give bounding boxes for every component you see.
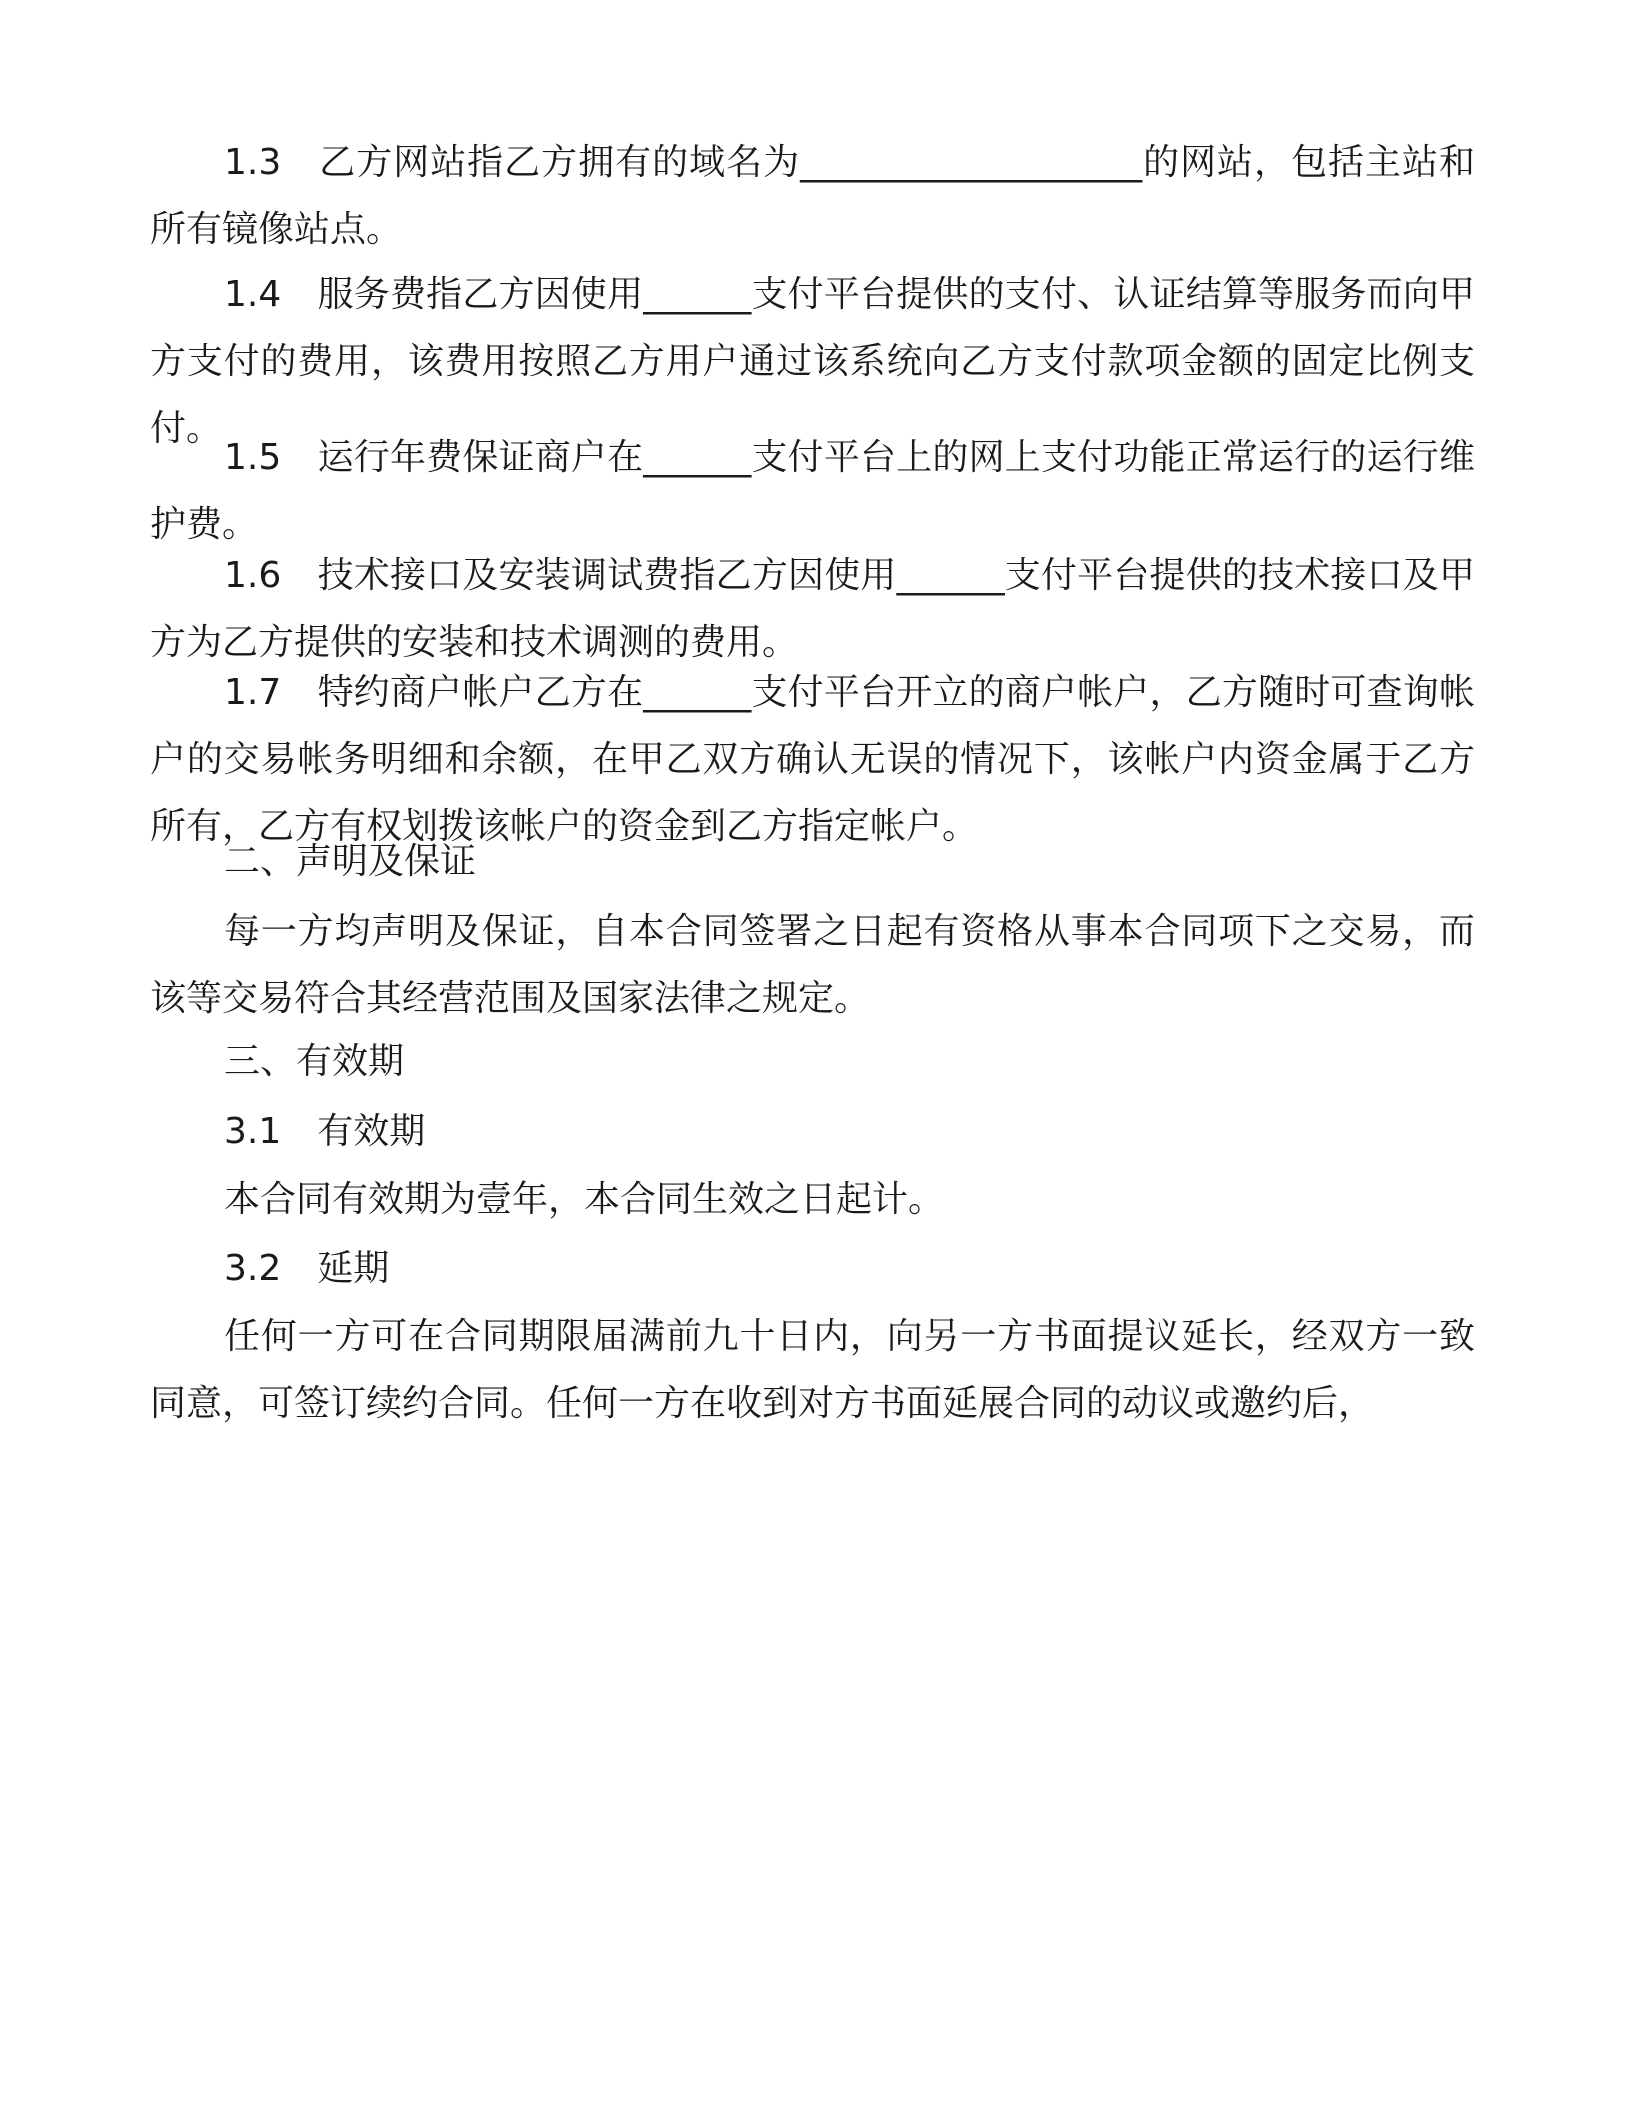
paragraph: 任何一方可在合同期限届满前九十日内，向另一方书面提议延长，经双方一致同意，可签订续约合同。任何一方在收到对方书面延展合同的动议或邀约后， bbox=[150, 1316, 1475, 1424]
subsection-heading: 3.2 延期 bbox=[224, 1248, 390, 1289]
section-heading-2 bbox=[150, 828, 1475, 895]
section-2-body bbox=[150, 898, 1475, 1032]
subheading-3-1 bbox=[150, 1098, 1475, 1165]
paragraph: 本合同有效期为壹年，本合同生效之日起计。 bbox=[224, 1179, 945, 1220]
section-3-2-body bbox=[150, 1303, 1475, 1437]
paragraph: 1.7 特约商户帐户乙方在______支付平台开立的商户帐户，乙方随时可查询帐户的交易帐务明细和余额，在甲乙双方确认无误的情况下，该帐户内资金属于乙方所有，乙方有权划拨该帐户的资金到乙方指定帐户。 bbox=[150, 672, 1475, 847]
subsection-heading: 3.1 有效期 bbox=[224, 1111, 426, 1152]
section-3-1-body bbox=[150, 1166, 1475, 1233]
section-heading-3 bbox=[150, 1028, 1475, 1095]
clause-1-3 bbox=[150, 129, 1475, 263]
section-heading: 三、有效期 bbox=[224, 1041, 405, 1082]
paragraph: 每一方均声明及保证，自本合同签署之日起有资格从事本合同项下之交易，而该等交易符合其经营范围及国家法律之规定。 bbox=[150, 911, 1475, 1019]
subheading-3-2 bbox=[150, 1235, 1475, 1302]
clause-1-5 bbox=[150, 424, 1475, 558]
paragraph: 1.6 技术接口及安装调试费指乙方因使用______支付平台提供的技术接口及甲方为乙方提供的安装和技术调测的费用。 bbox=[150, 555, 1475, 663]
paragraph: 1.5 运行年费保证商户在______支付平台上的网上支付功能正常运行的运行维护费。 bbox=[150, 437, 1475, 545]
section-heading: 二、声明及保证 bbox=[224, 841, 477, 882]
clause-1-6 bbox=[150, 542, 1475, 676]
paragraph: 1.3 乙方网站指乙方拥有的域名为___________________的网站，包括主站和所有镜像站点。 bbox=[150, 142, 1475, 250]
paragraph: 1.4 服务费指乙方因使用______支付平台提供的支付、认证结算等服务而向甲方支付的费用，该费用按照乙方用户通过该系统向乙方支付款项金额的固定比例支付。 bbox=[150, 274, 1475, 449]
